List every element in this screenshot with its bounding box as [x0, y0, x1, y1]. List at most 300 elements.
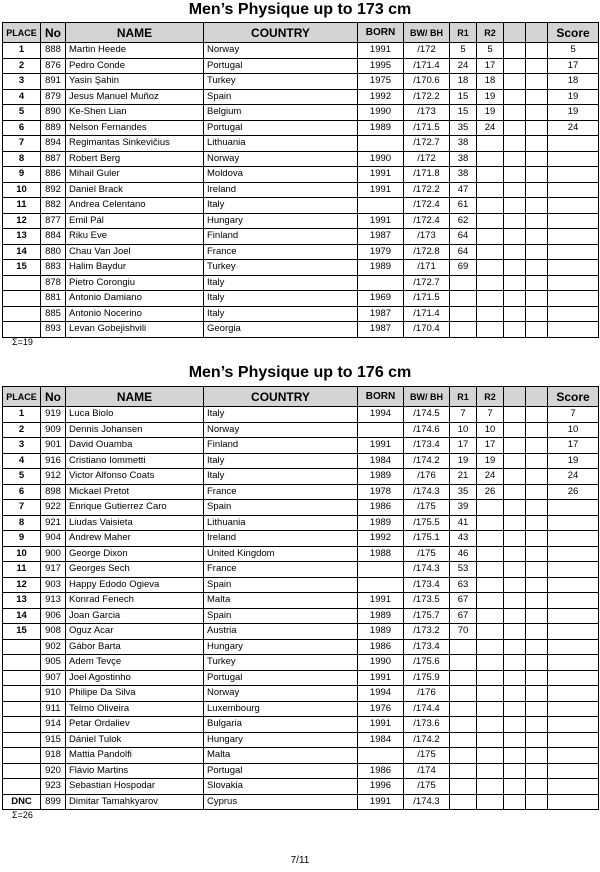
cell-place: 5	[3, 469, 41, 485]
cell-blank-9	[526, 229, 548, 245]
col-blank-2	[526, 387, 548, 407]
cell-blank-9	[526, 779, 548, 795]
cell-score	[548, 213, 599, 229]
cell-score: 7	[548, 407, 599, 423]
cell-blank-8	[504, 577, 526, 593]
col-name: NAME	[66, 23, 204, 43]
cell-r2	[477, 322, 504, 338]
cell-bw: /172.4	[404, 198, 450, 214]
cell-r2: 19	[477, 105, 504, 121]
cell-no: 884	[41, 229, 66, 245]
cell-score	[548, 546, 599, 562]
cell-place: 1	[3, 407, 41, 423]
table-row	[3, 624, 599, 640]
cell-r2	[477, 531, 504, 547]
cell-name: Adem Tevçe	[66, 655, 204, 671]
cell-r2	[477, 779, 504, 795]
cell-born: 1975	[358, 74, 404, 90]
cell-score	[548, 701, 599, 717]
cell-blank-9	[526, 422, 548, 438]
cell-r2	[477, 577, 504, 593]
cell-r1: 21	[450, 469, 477, 485]
cell-place: 7	[3, 500, 41, 516]
table-row	[3, 58, 599, 74]
col-bw: BW/ BH	[404, 23, 450, 43]
cell-name: Liudas Vaisieta	[66, 515, 204, 531]
cell-bw: /174.3	[404, 794, 450, 810]
cell-score	[548, 244, 599, 260]
cell-blank-9	[526, 322, 548, 338]
cell-place: 12	[3, 577, 41, 593]
cell-name: Yasin Şahin	[66, 74, 204, 90]
cell-r1: 67	[450, 593, 477, 609]
cell-born: 1991	[358, 213, 404, 229]
cell-name: Mickael Pretot	[66, 484, 204, 500]
cell-country: Austria	[204, 624, 358, 640]
cell-blank-9	[526, 167, 548, 183]
cell-place	[3, 779, 41, 795]
cell-place: 13	[3, 229, 41, 245]
cell-no: 916	[41, 453, 66, 469]
table-row	[3, 120, 599, 136]
cell-no: 902	[41, 639, 66, 655]
cell-bw: /174.3	[404, 562, 450, 578]
cell-r1	[450, 655, 477, 671]
cell-r1: 19	[450, 453, 477, 469]
cell-score	[548, 794, 599, 810]
cell-born: 1991	[358, 670, 404, 686]
cell-born: 1991	[358, 593, 404, 609]
cell-born: 1996	[358, 779, 404, 795]
cell-r2	[477, 763, 504, 779]
table-row	[3, 469, 599, 485]
cell-r1: 63	[450, 577, 477, 593]
cell-name: Luca Biolo	[66, 407, 204, 423]
col-blank-1	[504, 23, 526, 43]
cell-bw: /171.4	[404, 306, 450, 322]
cell-place	[3, 322, 41, 338]
cell-born: 1989	[358, 120, 404, 136]
cell-blank-9	[526, 120, 548, 136]
cell-name: Joel Agostinho	[66, 670, 204, 686]
cell-blank-9	[526, 469, 548, 485]
cell-country: Hungary	[204, 213, 358, 229]
col-r1: R1	[450, 23, 477, 43]
cell-place: 10	[3, 546, 41, 562]
cell-born	[358, 275, 404, 291]
cell-blank-8	[504, 670, 526, 686]
cell-r1: 53	[450, 562, 477, 578]
cell-born: 1995	[358, 58, 404, 74]
table-row	[3, 453, 599, 469]
cell-score	[548, 655, 599, 671]
cell-r2	[477, 515, 504, 531]
count-sum: Σ=19	[12, 337, 33, 347]
cell-score: 5	[548, 43, 599, 59]
cell-bw: /172.4	[404, 213, 450, 229]
cell-score	[548, 531, 599, 547]
cell-blank-8	[504, 229, 526, 245]
cell-blank-8	[504, 639, 526, 655]
cell-name: Robert Berg	[66, 151, 204, 167]
cell-blank-8	[504, 531, 526, 547]
cell-r2	[477, 732, 504, 748]
cell-blank-9	[526, 244, 548, 260]
table-row	[3, 577, 599, 593]
cell-blank-8	[504, 275, 526, 291]
cell-r2	[477, 260, 504, 276]
cell-blank-9	[526, 213, 548, 229]
cell-place: 2	[3, 422, 41, 438]
cell-blank-9	[526, 105, 548, 121]
table-row	[3, 655, 599, 671]
cell-country: Norway	[204, 43, 358, 59]
cell-score	[548, 198, 599, 214]
cell-country: Spain	[204, 89, 358, 105]
cell-r2: 5	[477, 43, 504, 59]
section-title: Men’s Physique up to 173 cm	[188, 1, 412, 18]
cell-blank-8	[504, 167, 526, 183]
cell-no: 900	[41, 546, 66, 562]
cell-country: Lithuania	[204, 515, 358, 531]
cell-name: Victor Alfonso Coats	[66, 469, 204, 485]
cell-bw: /171.8	[404, 167, 450, 183]
cell-bw: /175	[404, 748, 450, 764]
cell-country: Portugal	[204, 120, 358, 136]
cell-blank-9	[526, 732, 548, 748]
cell-r1: 41	[450, 515, 477, 531]
cell-name: George Dixon	[66, 546, 204, 562]
col-no: No	[41, 387, 66, 407]
cell-blank-8	[504, 500, 526, 516]
col-no: No	[41, 23, 66, 43]
cell-r2: 10	[477, 422, 504, 438]
cell-r2: 19	[477, 89, 504, 105]
cell-place: 3	[3, 74, 41, 90]
cell-blank-8	[504, 120, 526, 136]
cell-name: Pietro Corongiu	[66, 275, 204, 291]
cell-name: Dániel Tulok	[66, 732, 204, 748]
cell-name: Konrad Fenech	[66, 593, 204, 609]
cell-r1: 15	[450, 89, 477, 105]
cell-no: 893	[41, 322, 66, 338]
cell-country: Norway	[204, 422, 358, 438]
cell-blank-8	[504, 717, 526, 733]
cell-r1: 24	[450, 58, 477, 74]
cell-place	[3, 655, 41, 671]
cell-born: 1986	[358, 500, 404, 516]
cell-blank-9	[526, 531, 548, 547]
cell-blank-8	[504, 422, 526, 438]
cell-place: 3	[3, 438, 41, 454]
table-row	[3, 74, 599, 90]
cell-name: Gábor Barta	[66, 639, 204, 655]
cell-place	[3, 763, 41, 779]
cell-no: 907	[41, 670, 66, 686]
table-row	[3, 717, 599, 733]
cell-r1: 69	[450, 260, 477, 276]
cell-score: 24	[548, 120, 599, 136]
cell-blank-8	[504, 74, 526, 90]
cell-no: 885	[41, 306, 66, 322]
cell-r1: 35	[450, 120, 477, 136]
cell-country: Belgium	[204, 105, 358, 121]
cell-score: 17	[548, 438, 599, 454]
cell-name: Levan Gobejishvili	[66, 322, 204, 338]
cell-r1: 38	[450, 167, 477, 183]
cell-blank-9	[526, 438, 548, 454]
cell-bw: /173	[404, 229, 450, 245]
cell-born: 1984	[358, 453, 404, 469]
cell-place: 7	[3, 136, 41, 152]
col-r1: R1	[450, 387, 477, 407]
cell-no: 889	[41, 120, 66, 136]
cell-bw: /172.8	[404, 244, 450, 260]
cell-r1	[450, 291, 477, 307]
cell-place: 4	[3, 89, 41, 105]
table-row	[3, 422, 599, 438]
cell-name: Andrew Maher	[66, 531, 204, 547]
cell-country: Norway	[204, 151, 358, 167]
cell-score	[548, 670, 599, 686]
cell-name: Daniel Brack	[66, 182, 204, 198]
table-row	[3, 151, 599, 167]
table-row	[3, 182, 599, 198]
cell-born: 1989	[358, 515, 404, 531]
cell-no: 905	[41, 655, 66, 671]
cell-no: 911	[41, 701, 66, 717]
cell-blank-8	[504, 43, 526, 59]
cell-r1: 15	[450, 105, 477, 121]
cell-blank-9	[526, 500, 548, 516]
cell-score	[548, 167, 599, 183]
table-row	[3, 593, 599, 609]
cell-place: 8	[3, 151, 41, 167]
cell-bw: /172.7	[404, 275, 450, 291]
cell-r2	[477, 136, 504, 152]
cell-r1: 7	[450, 407, 477, 423]
cell-score: 19	[548, 453, 599, 469]
cell-blank-9	[526, 686, 548, 702]
cell-no: 886	[41, 167, 66, 183]
cell-name: Oguz Acar	[66, 624, 204, 640]
cell-score	[548, 291, 599, 307]
cell-r1	[450, 701, 477, 717]
cell-bw: /173.4	[404, 438, 450, 454]
cell-r2: 17	[477, 58, 504, 74]
cell-blank-9	[526, 43, 548, 59]
cell-score	[548, 306, 599, 322]
cell-no: 877	[41, 213, 66, 229]
cell-born	[358, 422, 404, 438]
cell-born: 1989	[358, 260, 404, 276]
cell-name: Antonio Nocerino	[66, 306, 204, 322]
cell-name: Dimitar Tamahkyarov	[66, 794, 204, 810]
cell-blank-8	[504, 306, 526, 322]
cell-country: Italy	[204, 198, 358, 214]
results-table	[2, 22, 599, 338]
cell-country: United Kingdom	[204, 546, 358, 562]
cell-blank-8	[504, 748, 526, 764]
cell-place	[3, 291, 41, 307]
cell-place: 9	[3, 167, 41, 183]
cell-blank-9	[526, 608, 548, 624]
cell-bw: /171.4	[404, 58, 450, 74]
table-row	[3, 515, 599, 531]
cell-blank-8	[504, 244, 526, 260]
cell-bw: /172.7	[404, 136, 450, 152]
cell-blank-8	[504, 624, 526, 640]
cell-bw: /176	[404, 686, 450, 702]
cell-no: 912	[41, 469, 66, 485]
cell-country: Finland	[204, 229, 358, 245]
cell-bw: /173.4	[404, 639, 450, 655]
cell-blank-8	[504, 453, 526, 469]
cell-country: Italy	[204, 275, 358, 291]
cell-r2	[477, 794, 504, 810]
cell-r2	[477, 500, 504, 516]
cell-no: 918	[41, 748, 66, 764]
cell-blank-8	[504, 213, 526, 229]
table-row	[3, 779, 599, 795]
cell-r1: 39	[450, 500, 477, 516]
cell-blank-9	[526, 577, 548, 593]
cell-name: Chau Van Joel	[66, 244, 204, 260]
col-blank-2	[526, 23, 548, 43]
cell-no: 920	[41, 763, 66, 779]
cell-country: Turkey	[204, 655, 358, 671]
table-row	[3, 500, 599, 516]
cell-place: 9	[3, 531, 41, 547]
cell-born	[358, 136, 404, 152]
cell-name: Halim Baydur	[66, 260, 204, 276]
cell-place: DNC	[3, 794, 41, 810]
cell-country: Portugal	[204, 763, 358, 779]
cell-blank-8	[504, 198, 526, 214]
cell-country: Turkey	[204, 260, 358, 276]
cell-r2: 19	[477, 453, 504, 469]
table-row	[3, 136, 599, 152]
cell-bw: /172	[404, 151, 450, 167]
cell-name: Telmo Oliveira	[66, 701, 204, 717]
table-row	[3, 531, 599, 547]
cell-score: 19	[548, 89, 599, 105]
cell-born: 1989	[358, 469, 404, 485]
cell-bw: /173.5	[404, 593, 450, 609]
cell-blank-8	[504, 593, 526, 609]
cell-blank-9	[526, 136, 548, 152]
cell-born: 1990	[358, 151, 404, 167]
cell-score	[548, 686, 599, 702]
cell-no: 891	[41, 74, 66, 90]
cell-no: 881	[41, 291, 66, 307]
cell-no: 908	[41, 624, 66, 640]
cell-bw: /175	[404, 779, 450, 795]
cell-name: Happy Edodo Ogieva	[66, 577, 204, 593]
cell-place	[3, 275, 41, 291]
cell-name: Emil Pál	[66, 213, 204, 229]
col-score: Score	[548, 387, 599, 407]
cell-r1: 47	[450, 182, 477, 198]
cell-r2: 7	[477, 407, 504, 423]
cell-blank-8	[504, 701, 526, 717]
cell-place: 15	[3, 624, 41, 640]
cell-bw: /175.5	[404, 515, 450, 531]
cell-r1	[450, 306, 477, 322]
cell-name: Sebastian Hospodar	[66, 779, 204, 795]
cell-r2	[477, 198, 504, 214]
cell-place: 10	[3, 182, 41, 198]
cell-blank-8	[504, 779, 526, 795]
cell-score	[548, 763, 599, 779]
cell-blank-8	[504, 322, 526, 338]
cell-blank-8	[504, 655, 526, 671]
cell-born: 1991	[358, 182, 404, 198]
col-place: PLACE	[3, 23, 41, 43]
cell-born: 1987	[358, 306, 404, 322]
cell-bw: /172.2	[404, 182, 450, 198]
cell-r2	[477, 306, 504, 322]
cell-r2	[477, 639, 504, 655]
table-row	[3, 608, 599, 624]
table-row	[3, 639, 599, 655]
cell-country: Luxembourg	[204, 701, 358, 717]
cell-place: 4	[3, 453, 41, 469]
cell-r2	[477, 655, 504, 671]
cell-r2	[477, 229, 504, 245]
cell-blank-9	[526, 670, 548, 686]
cell-blank-8	[504, 182, 526, 198]
cell-r1: 64	[450, 244, 477, 260]
cell-born: 1984	[358, 732, 404, 748]
cell-r2	[477, 546, 504, 562]
cell-r1: 18	[450, 74, 477, 90]
cell-r2	[477, 701, 504, 717]
cell-r1	[450, 748, 477, 764]
col-place: PLACE	[3, 387, 41, 407]
cell-name: Regimantas Sinkevičius	[66, 136, 204, 152]
cell-no: 903	[41, 577, 66, 593]
cell-born: 1976	[358, 701, 404, 717]
cell-r2	[477, 167, 504, 183]
cell-blank-9	[526, 198, 548, 214]
cell-r1: 70	[450, 624, 477, 640]
cell-blank-8	[504, 58, 526, 74]
cell-country: Portugal	[204, 58, 358, 74]
cell-no: 917	[41, 562, 66, 578]
table-row	[3, 260, 599, 276]
cell-name: Andrea Celentano	[66, 198, 204, 214]
cell-score	[548, 151, 599, 167]
cell-no: 887	[41, 151, 66, 167]
cell-born: 1994	[358, 686, 404, 702]
cell-country: Italy	[204, 407, 358, 423]
table-row	[3, 701, 599, 717]
cell-name: Pedro Conde	[66, 58, 204, 74]
cell-place: 5	[3, 105, 41, 121]
cell-no: 894	[41, 136, 66, 152]
cell-born: 1991	[358, 167, 404, 183]
cell-score	[548, 732, 599, 748]
cell-no: 890	[41, 105, 66, 121]
cell-bw: /173.6	[404, 717, 450, 733]
cell-r2	[477, 562, 504, 578]
cell-born: 1979	[358, 244, 404, 260]
cell-born: 1991	[358, 438, 404, 454]
cell-bw: /174.2	[404, 453, 450, 469]
cell-r2	[477, 624, 504, 640]
cell-no: 899	[41, 794, 66, 810]
